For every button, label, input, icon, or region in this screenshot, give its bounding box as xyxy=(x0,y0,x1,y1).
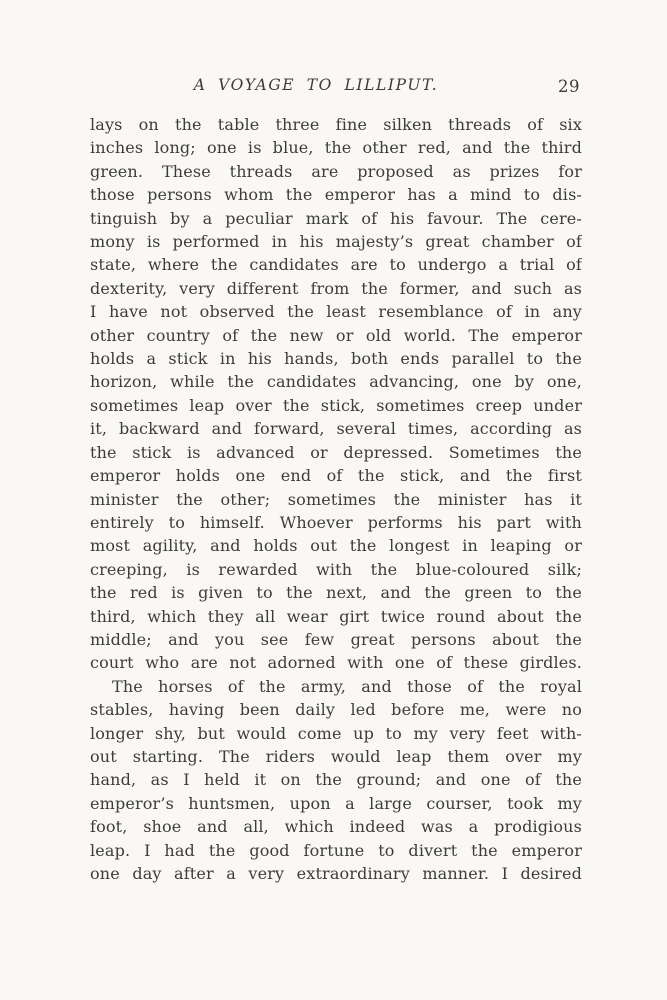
text-line: longer shy, but would come up to my very feet with- xyxy=(90,723,582,743)
text-line: horizon, while the candidates advancing, one by one, xyxy=(90,372,582,392)
text-line: emperor holds one end of the stick, and the first xyxy=(90,466,582,486)
text-line: most agility, and holds out the longest in leaping or xyxy=(90,536,582,556)
text-line: foot, shoe and all, which indeed was a prodigious xyxy=(90,817,582,837)
text-line: other country of the new or old world. The emperor xyxy=(90,325,582,345)
text-line: middle; and you see few great persons about the xyxy=(90,629,582,649)
text-line: the red is given to the next, and the green to the xyxy=(90,583,582,603)
text-line: sometimes leap over the stick, sometimes creep under xyxy=(90,395,582,415)
text-line: creeping, is rewarded with the blue-coloured silk; xyxy=(90,559,582,579)
text-line: the stick is advanced or depressed. Sometimes the xyxy=(90,442,582,462)
text-line: minister the other; sometimes the minister has it xyxy=(90,489,582,509)
text-line: leap. I had the good fortune to divert the emperor xyxy=(90,840,582,860)
text-line: those persons whom the emperor has a mind to dis- xyxy=(90,185,582,205)
text-line: dexterity, very different from the former, and such as xyxy=(90,278,582,298)
running-header-title: A VOYAGE TO LILLIPUT. xyxy=(193,76,439,94)
text-line: entirely to himself. Whoever performs his part with xyxy=(90,512,582,532)
text-line: holds a stick in his hands, both ends parallel to the xyxy=(90,349,582,369)
text-column xyxy=(90,113,582,885)
text-line: green. These threads are proposed as prizes for xyxy=(90,161,582,181)
text-line: inches long; one is blue, the other red, and the third xyxy=(90,138,582,158)
text-line: mony is performed in his majesty’s great chamber of xyxy=(90,232,582,252)
text-line: I have not observed the least resemblance of in any xyxy=(90,302,582,322)
text-line: third, which they all wear girt twice round about the xyxy=(90,606,582,626)
text-line: emperor’s huntsmen, upon a large courser, took my xyxy=(90,793,582,813)
text-line: court who are not adorned with one of these girdles. xyxy=(90,653,582,673)
page-number: 29 xyxy=(558,77,580,96)
text-line: The horses of the army, and those of the royal xyxy=(112,676,582,696)
paragraph-1 xyxy=(90,113,582,675)
paragraph-2 xyxy=(90,675,582,886)
text-line: tinguish by a peculiar mark of his favour. The cere- xyxy=(90,208,582,228)
text-line: stables, having been daily led before me, were no xyxy=(90,700,582,720)
running-header xyxy=(90,76,582,102)
text-line: state, where the candidates are to undergo a trial of xyxy=(90,255,582,275)
text-line: one day after a very extraordinary manner. I desired xyxy=(90,864,582,883)
text-line: it, backward and forward, several times, according as xyxy=(90,419,582,439)
text-line: hand, as I held it on the ground; and one of the xyxy=(90,770,582,790)
text-line: lays on the table three fine silken threads of six xyxy=(90,115,582,134)
text-line: out starting. The riders would leap them over my xyxy=(90,746,582,766)
